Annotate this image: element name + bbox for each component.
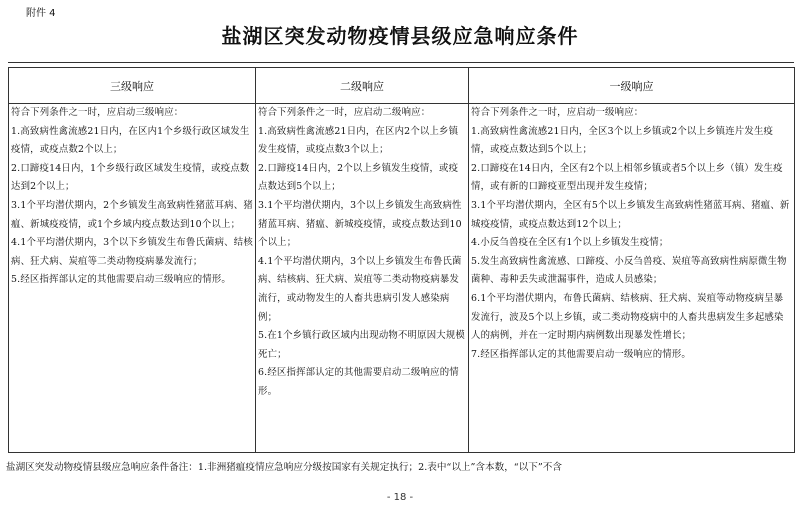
response-conditions-table <box>8 67 795 453</box>
condition-line: 4.1个平均潜伏期内，3个以下乡镇发生布鲁氏菌病、结核病、狂犬病、炭疽等二类动物疫病暴发流行； <box>11 237 253 267</box>
condition-line: 7.经区指挥部认定的其他需要启动一级响应的情形。 <box>471 348 691 360</box>
condition-line: 6.经区指挥部认定的其他需要启动二级响应的情形。 <box>258 367 459 397</box>
top-divider <box>8 62 794 63</box>
condition-line: 符合下列条件之一时，应启动一级响应： <box>471 107 644 118</box>
table-header-row <box>9 68 795 104</box>
condition-line: 5.经区指挥部认定的其他需要启动三级响应的情形。 <box>11 274 231 286</box>
condition-line: 6.1个平均潜伏期内，布鲁氏菌病、结核病、狂犬病、炭疽等动物疫病呈暴发流行，波及5个以上乡镇，或二类动物疫病中的人畜共患病发生多起感染人的病例，并在一定时期内病例数出现暴发性增长； <box>471 292 784 342</box>
condition-line: 5.发生高致病性禽流感、口蹄疫、小反刍兽疫、炭疽等高致病性病原微生物菌种、毒种丢失或泄漏事件，造成人员感染； <box>471 255 787 286</box>
condition-line: 2.口蹄疫14日内，2个以上乡镇发生疫情，或疫点数达到5个以上； <box>258 162 459 193</box>
condition-line: 3.1个平均潜伏期内，3个以上乡镇发生高致病性猪蓝耳病、猪瘟、新城疫疫情，或疫点数达到10个以上； <box>258 199 462 249</box>
level-3-conditions-cell <box>9 104 256 453</box>
attachment-label: 附件 4 <box>26 8 56 19</box>
condition-line: 符合下列条件之一时，应启动二级响应： <box>258 107 431 118</box>
condition-line: 5.在1个乡镇行政区域内出现动物不明原因大规模死亡； <box>258 330 466 360</box>
level-1-conditions-cell <box>469 104 795 453</box>
footnote: 盐湖区突发动物疫情县级应急响应条件备注：1.非洲猪瘟疫情应急响应分级按国家有关规定执行；2.表中“以上”含本数，“以下”不含 <box>6 462 562 473</box>
level-2-conditions-cell <box>256 104 469 453</box>
page-number: - 18 - <box>386 492 414 503</box>
condition-line: 1.高致病性禽流感21日内，全区3个以上乡镇或2个以上乡镇连片发生疫情，或疫点数达到5个以上； <box>471 125 774 156</box>
condition-line: 1.高致病性禽流感21日内，在区内1个乡级行政区域发生疫情，或疫点数2个以上； <box>11 125 250 156</box>
condition-line: 4.1个平均潜伏期内，3个以上乡镇发生布鲁氏菌病、结核病、狂犬病、炭疽等二类动物疫病暴发流行，或动物发生的人畜共患病引发人感染病例； <box>258 255 462 323</box>
column-header-level-3: 三级响应 <box>9 68 256 104</box>
condition-line: 2.口蹄疫在14日内，全区有2个以上相邻乡镇或者5个以上乡（镇）发生疫情，或有新的口蹄疫亚型出现并发生疫情； <box>471 162 783 193</box>
column-header-level-2: 二级响应 <box>256 68 469 104</box>
condition-line: 2.口蹄疫14日内，1个乡级行政区域发生疫情，或疫点数达到2个以上； <box>11 162 250 193</box>
condition-line: 符合下列条件之一时，应启动三级响应： <box>11 107 184 118</box>
column-header-level-1: 一级响应 <box>469 68 795 104</box>
condition-line: 4.小反刍兽疫在全区有1个以上乡镇发生疫情； <box>471 237 669 249</box>
condition-line: 3.1个平均潜伏期内，2个乡镇发生高致病性猪蓝耳病、猪瘟、新城疫疫情，或1个乡域内疫点数达到10个以上； <box>11 199 253 230</box>
document-title: 盐湖区突发动物疫情县级应急响应条件 <box>221 24 579 48</box>
condition-line: 1.高致病性禽流感21日内，在区内2个以上乡镇发生疫情，或疫点数3个以上； <box>258 125 459 156</box>
table-row <box>9 104 795 453</box>
condition-line: 3.1个平均潜伏期内，全区有5个以上乡镇发生高致病性猪蓝耳病、猪瘟、新城疫疫情，或疫点数达到12个以上； <box>471 199 790 230</box>
